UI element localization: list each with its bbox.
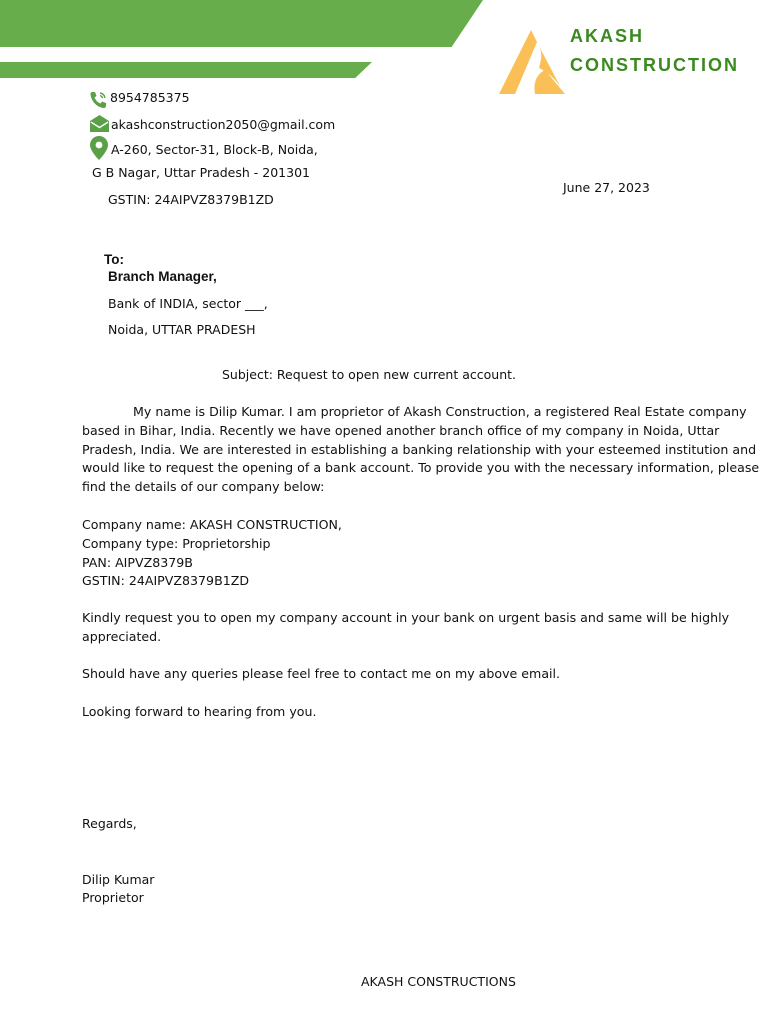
location-pin-icon bbox=[90, 136, 108, 160]
detail-gstin: GSTIN: 24AIPVZ8379B1ZD bbox=[82, 573, 250, 589]
brand-name-line2: CONSTRUCTION bbox=[570, 55, 739, 75]
signer-role: Proprietor bbox=[82, 890, 144, 905]
company-email[interactable]: akashconstruction2050@gmail.com bbox=[111, 117, 336, 132]
address-line-1: A-260, Sector-31, Block-B, Noida, bbox=[111, 142, 318, 157]
closing-line: Looking forward to hearing from you. bbox=[82, 704, 317, 719]
letter-date: June 27, 2023 bbox=[563, 180, 650, 195]
queries-paragraph: Should have any queries please feel free to contact me on my above email. bbox=[82, 666, 561, 681]
regards: Regards, bbox=[82, 816, 137, 831]
address-line-2: G B Nagar, Uttar Pradesh - 201301 bbox=[92, 165, 310, 180]
company-logo-icon bbox=[499, 30, 565, 94]
letter-subject: Subject: Request to open new current account. bbox=[222, 367, 517, 382]
company-phone[interactable]: 8954785375 bbox=[110, 90, 190, 105]
detail-pan: PAN: AIPVZ8379B bbox=[82, 554, 193, 570]
detail-company-name: Company name: AKASH CONSTRUCTION, bbox=[82, 517, 342, 532]
letter-body-intro bbox=[82, 403, 762, 497]
header-banner-top bbox=[0, 0, 483, 47]
request-paragraph: Kindly request you to open my company account in your bank on urgent basis and same will be highly appreciated. bbox=[82, 610, 730, 644]
recipient-bank: Bank of INDIA, sector ___, bbox=[108, 296, 268, 311]
header-gstin: GSTIN: 24AIPVZ8379B1ZD bbox=[108, 192, 274, 207]
to-label: To: bbox=[104, 252, 124, 267]
recipient-city: Noida, UTTAR PRADESH bbox=[108, 322, 256, 337]
mail-icon bbox=[90, 115, 109, 132]
header-banner-bottom bbox=[0, 62, 372, 78]
company-details bbox=[82, 516, 762, 591]
recipient-title: Branch Manager, bbox=[108, 269, 217, 284]
intro-paragraph: My name is Dilip Kumar. I am proprietor of Akash Construction, a registered Real Estate company based in Bihar, India. Recently we have opened another branch office of my company in Noida, Uttar Pradesh, India. We are interested in establishing a banking relationship with your esteemed institution and would like to request the opening of a bank account. To provide you with the necessary information, please find the details of our company below: bbox=[82, 404, 760, 495]
signer-name: Dilip Kumar bbox=[82, 872, 155, 887]
footer-company-name: AKASH CONSTRUCTIONS bbox=[361, 974, 516, 989]
brand-name-line1: AKASH bbox=[570, 26, 645, 46]
phone-icon bbox=[88, 90, 108, 110]
detail-company-type: Company type: Proprietorship bbox=[82, 535, 271, 551]
